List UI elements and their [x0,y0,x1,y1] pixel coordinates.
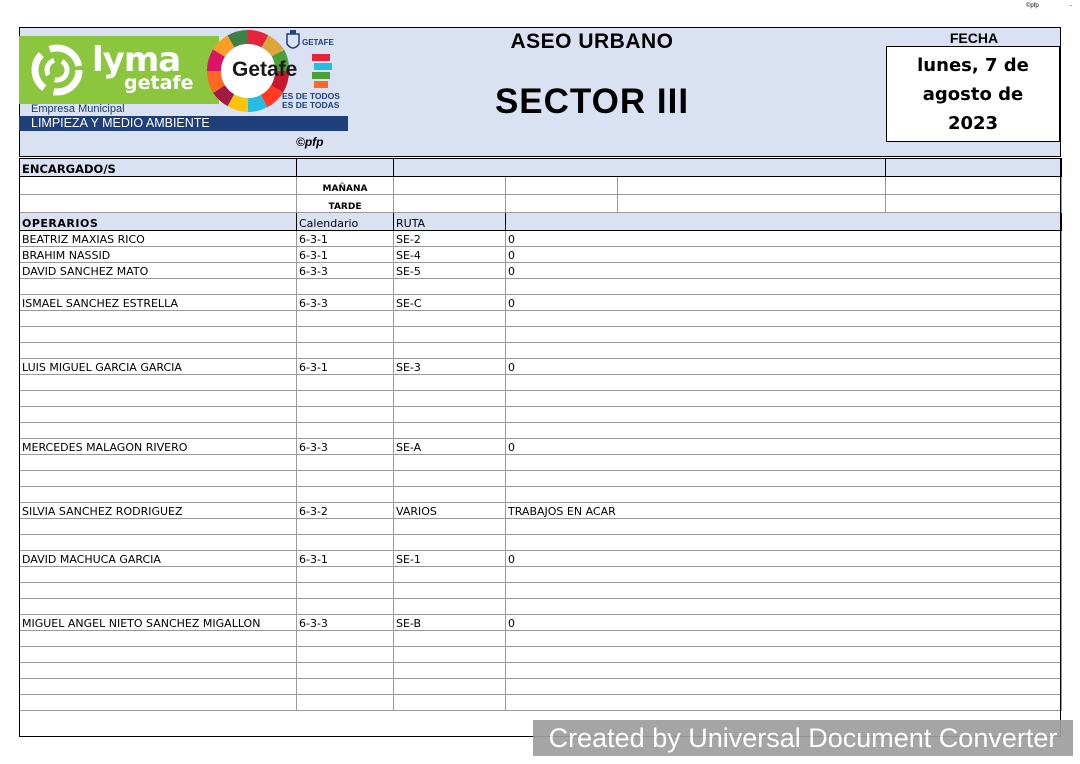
table-row [20,503,1062,519]
cell-obs [506,695,1062,711]
cell-cal [297,455,394,471]
cell-ruta [394,535,506,551]
lyma-swirl-icon [26,42,88,98]
cell-name [20,471,297,487]
lema-line-2: ES DE TODAS [282,100,340,110]
shift-cell [506,195,618,213]
cell-name: SILVIA SANCHEZ RODRIGUEZ [20,503,297,519]
table-row [20,279,1062,295]
cell-cal [297,695,394,711]
cell-ruta [394,327,506,343]
shift-cell [618,177,886,195]
sdg-flag-icon [312,54,332,90]
cell-name [20,327,297,343]
cell-name [20,663,297,679]
cell-name [20,455,297,471]
logo-band-text: LIMPIEZA Y MEDIO AMBIENTE [31,116,210,130]
table-row [20,295,1062,311]
shift-cell [886,177,1062,195]
schedule-table [19,158,1062,711]
cell-ruta [394,583,506,599]
cell-obs [506,343,1062,359]
cell-obs [506,647,1062,663]
cell-obs: 0 [506,439,1062,455]
coat-of-arms-icon [286,30,300,52]
table-row [20,615,1062,631]
table-row [20,407,1062,423]
cell-cal [297,663,394,679]
shift-cell [394,177,506,195]
table-row [20,647,1062,663]
cell-name [20,391,297,407]
cell-obs [506,663,1062,679]
cell-obs [506,631,1062,647]
cell-obs [506,391,1062,407]
table-row [20,519,1062,535]
shift-label-tarde: TARDE [297,195,394,213]
cell-name: BRAHIM NASSID [20,247,297,263]
table-row [20,567,1062,583]
credit-label: ©pfp [296,135,324,149]
table-row [20,327,1062,343]
lyma-wordmark: lyma [92,40,181,80]
cell-ruta [394,695,506,711]
col-header-calendario: Calendario [297,213,394,231]
cell-name [20,567,297,583]
cell-ruta [394,487,506,503]
getafe-small-label: GETAFE [302,38,334,47]
cell-ruta [394,279,506,295]
empresa-label: Empresa Municipal [31,103,125,115]
cell-obs [506,679,1062,695]
table-row [20,343,1062,359]
cell-cal [297,487,394,503]
cell-cal [297,279,394,295]
cell-name [20,311,297,327]
cell-name [20,423,297,439]
table-row [20,247,1062,263]
cell-name [20,695,297,711]
cell-name [20,535,297,551]
shift-row-manana [20,177,1062,195]
table-row [20,551,1062,567]
table-row [20,375,1062,391]
operarios-title: OPERARIOS [20,213,297,231]
cell-cal: 6-3-1 [297,359,394,375]
watermark: Created by Universal Document Converter [533,720,1073,756]
cell-cal [297,519,394,535]
table-row [20,359,1062,375]
cell-obs [506,471,1062,487]
cell-name: ISMAEL SANCHEZ ESTRELLA [20,295,297,311]
cell-ruta [394,663,506,679]
cell-obs [506,375,1062,391]
cell-name [20,647,297,663]
shift-cell [394,195,506,213]
encargados-header-row [20,159,1062,177]
cell-obs: 0 [506,231,1062,247]
cell-obs: TRABAJOS EN ACAR [506,503,1062,519]
lema [282,92,340,110]
cell-cal [297,631,394,647]
cell-obs [506,567,1062,583]
cell-name: MIGUEL ANGEL NIETO SANCHEZ MIGALLON [20,615,297,631]
table-row [20,439,1062,455]
cell-ruta: SE-B [394,615,506,631]
cell-name: BEATRIZ MAXIAS RICO [20,231,297,247]
cell-cal [297,679,394,695]
table-row [20,391,1062,407]
getafe-wordmark: Getafe [232,58,298,81]
cell-name [20,583,297,599]
cell-obs: 0 [506,247,1062,263]
cell-cal [297,599,394,615]
cell-cal [297,583,394,599]
cell-name: MERCEDES MALAGON RIVERO [20,439,297,455]
cell-name [20,343,297,359]
cell-obs [506,279,1062,295]
cell-name [20,407,297,423]
shift-cell [20,177,297,195]
cell-obs [506,407,1062,423]
cell-ruta: VARIOS [394,503,506,519]
cell-ruta [394,311,506,327]
cell-ruta [394,599,506,615]
lema-line-1: ES DE TODOS [282,91,340,101]
cell-cal: 6-3-1 [297,551,394,567]
col-header-obs [506,213,1062,231]
cell-cal: 6-3-1 [297,247,394,263]
cell-obs [506,519,1062,535]
corner-copyright: ©pfp [1026,3,1039,9]
cell-cal [297,567,394,583]
cell-cal: 6-3-3 [297,615,394,631]
table-row [20,631,1062,647]
cell-obs: 0 [506,359,1062,375]
cell-cal: 6-3-3 [297,439,394,455]
table-row [20,679,1062,695]
cell-ruta [394,423,506,439]
cell-cal [297,375,394,391]
shift-cell [506,177,618,195]
cell-ruta [394,567,506,583]
cell-cal [297,535,394,551]
cell-cal [297,647,394,663]
cell-obs [506,535,1062,551]
cell-obs: 0 [506,295,1062,311]
cell-name [20,487,297,503]
cell-name [20,519,297,535]
cell-obs [506,327,1062,343]
table-row [20,231,1062,247]
table-row [20,583,1062,599]
corner-dash: - [1070,3,1072,9]
cell-obs [506,487,1062,503]
table-row [20,695,1062,711]
cell-name: DAVID SANCHEZ MATO [20,263,297,279]
table-row [20,263,1062,279]
cell-ruta: SE-5 [394,263,506,279]
table-row [20,535,1062,551]
encargados-cell [394,159,886,177]
cell-cal [297,471,394,487]
cell-name: LUIS MIGUEL GARCIA GARCIA [20,359,297,375]
table-row [20,663,1062,679]
cell-ruta [394,471,506,487]
shift-cell [20,195,297,213]
cell-ruta: SE-3 [394,359,506,375]
cell-ruta [394,519,506,535]
cell-ruta [394,391,506,407]
cell-cal [297,407,394,423]
cell-obs: 0 [506,263,1062,279]
cell-obs: 0 [506,551,1062,567]
cell-cal [297,391,394,407]
cell-name [20,631,297,647]
cell-name [20,375,297,391]
shift-label-manana: MAÑANA [297,177,394,195]
cell-name [20,599,297,615]
col-header-ruta: RUTA [394,213,506,231]
table-row [20,487,1062,503]
cell-obs [506,599,1062,615]
cell-ruta: SE-C [394,295,506,311]
cell-name [20,679,297,695]
fecha-label: FECHA [949,30,999,46]
cell-name [20,279,297,295]
shift-cell [886,195,1062,213]
cell-ruta: SE-1 [394,551,506,567]
cell-ruta [394,343,506,359]
cell-cal [297,423,394,439]
lyma-sub-wordmark: getafe [124,72,194,94]
table-row [20,599,1062,615]
cell-cal: 6-3-2 [297,503,394,519]
cell-ruta [394,455,506,471]
shift-cell [618,195,886,213]
table-row [20,311,1062,327]
cell-cal: 6-3-3 [297,263,394,279]
cell-ruta [394,647,506,663]
shift-row-tarde [20,195,1062,213]
fecha-value: lunes, 7 de agosto de 2023 [886,46,1060,142]
cell-ruta: SE-A [394,439,506,455]
cell-ruta [394,679,506,695]
table-row [20,455,1062,471]
cell-cal [297,327,394,343]
cell-ruta [394,631,506,647]
operarios-header-row [20,213,1062,231]
encargados-cell [297,159,394,177]
cell-cal: 6-3-3 [297,295,394,311]
table-row [20,423,1062,439]
cell-obs [506,311,1062,327]
cell-obs [506,583,1062,599]
cell-cal: 6-3-1 [297,231,394,247]
encargados-title: ENCARGADO/S [20,159,297,177]
cell-name: DAVID MACHUCA GARCIA [20,551,297,567]
cell-obs [506,455,1062,471]
encargados-cell [886,159,1062,177]
cell-ruta: SE-4 [394,247,506,263]
cell-obs [506,423,1062,439]
table-row [20,471,1062,487]
cell-ruta [394,375,506,391]
cell-cal [297,311,394,327]
cell-cal [297,343,394,359]
cell-obs: 0 [506,615,1062,631]
sector-title: SECTOR III [494,82,690,121]
cell-ruta [394,407,506,423]
page-title: ASEO URBANO [510,30,674,53]
cell-ruta: SE-2 [394,231,506,247]
